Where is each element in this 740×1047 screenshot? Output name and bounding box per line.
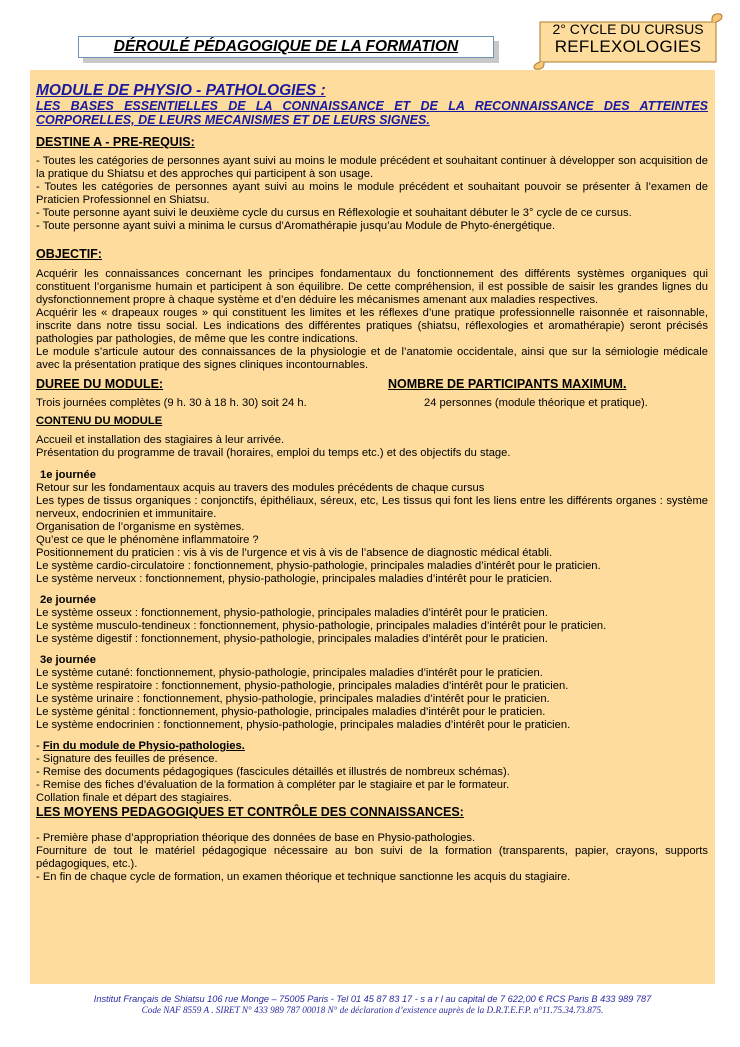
content-panel <box>30 70 715 984</box>
participants-heading: NOMBRE DE PARTICIPANTS MAXIMUM. <box>388 377 627 391</box>
day1-line: Retour sur les fondamentaux acquis au travers des modules précédents de chaque cursus <box>36 482 485 494</box>
day1-line: Les types de tissus organiques : conjonctifs, épithéliaux, séreux, etc, Les tissus qui font les liens entre les différents organes : système nerveux, endocrinien et immunitaire. <box>36 495 708 520</box>
fin-label: Fin du module de Physio-pathologies. <box>42 740 245 752</box>
footer-line2: Code NAF 8559 A . SIRET N° 433 989 787 00018 N° de déclaration d’existence auprès de la D.R.T.E.F.P. n°11.75.34.73.875. <box>141 1005 604 1015</box>
fin-line: Collation finale et départ des stagiaires. <box>36 792 232 804</box>
day1-label: 1e journée <box>40 469 96 481</box>
day2-label: 2e journée <box>40 594 96 606</box>
duration-participants-row <box>36 377 708 392</box>
fin-line: - Signature des feuilles de présence. <box>36 753 218 765</box>
document-title: DÉROULÉ PÉDAGOGIQUE DE LA FORMATION <box>78 36 494 58</box>
destine-heading: DESTINE A - PRE-REQUIS: <box>36 135 195 149</box>
objectif-paragraph: Acquérir les connaissances concernant les principes fondamentaux du fonctionnement des différents systèmes organiques qui constituent l’organisme humain et participent à son équilibre. De cette compréhension, il est possible de saisir les grandes lignes du dysfonctionnement propre à chaque système et d’en déduire les mécanismes amenant aux maladies respectives. <box>36 268 708 306</box>
content-body <box>36 82 708 884</box>
page-footer <box>30 994 715 1016</box>
moyens-line: Fourniture de tout le matériel pédagogique nécessaire au bon suivi de la formation (transparents, papier, crayons, supports pédagogiques, etc.). <box>36 845 708 870</box>
objectif-paragraph: Acquérir les « drapeaux rouges » qui constituent les limites et les réflexes d’une pratique professionnelle raisonnée et raisonnable, inscrite dans notre tissu social. Les indications des différentes pratiques (shiatsu, réflexologies et aromathérapie) seront précisés pathologies par pathologies, de même que les contre indications. <box>36 307 708 345</box>
fin-label-row: - Fin du module de Physio-pathologies. <box>36 740 245 752</box>
moyens-line: - Première phase d’appropriation théorique des données de base en Physio-pathologies. <box>36 832 476 844</box>
objectif-heading: OBJECTIF: <box>36 247 102 261</box>
day3-line: Le système respiratoire : fonctionnement, physio-pathologie, principales maladies d’intérêt pour le praticien. <box>36 680 569 692</box>
day2-line: Le système osseux : fonctionnement, physio-pathologie, principales maladies d’intérêt pour le praticien. <box>36 607 548 619</box>
day1-line: Le système cardio-circulatoire : fonctionnement, physio-pathologie, principales maladies d’intérêt pour le praticien. <box>36 560 601 572</box>
fin-line: - Remise des fiches d’évaluation de la formation à compléter par le stagiaire et par le formateur. <box>36 779 510 791</box>
participants-text: 24 personnes (module théorique et pratique). <box>424 397 648 409</box>
destine-line: - Toutes les catégories de personnes ayant suivi au moins le module précédent et souhaitant continuer à développer son acquisition de la pratique du Shiatsu et des approches qui participent à son usage. <box>36 155 708 180</box>
cursus-name: REFLEXOLOGIES <box>554 37 702 56</box>
contenu-intro-line: Présentation du programme de travail (horaires, emploi du temps etc.) et des objectifs du stage. <box>36 447 511 459</box>
destine-line: - Toutes les catégories de personnes ayant suivi au moins le module précédent et souhaitant pouvoir se présenter à l’examen de Praticien Professionnel en Shiatsu. <box>36 181 708 206</box>
document-title-box <box>78 36 496 60</box>
day3-label: 3e journée <box>40 654 96 666</box>
duration-participants-values <box>36 397 708 410</box>
duree-text: Trois journées complètes (9 h. 30 à 18 h. 30) soit 24 h. <box>36 397 307 409</box>
destine-line: - Toute personne ayant suivi le deuxième cycle du cursus en Réflexologie et souhaitant débuter le 3° cycle de ce cursus. <box>36 207 632 219</box>
day3-line: Le système urinaire : fonctionnement, physio-pathologie, principales maladies d’intérêt pour le praticien. <box>36 693 550 705</box>
contenu-intro-line: Accueil et installation des stagiaires à leur arrivée. <box>36 434 285 446</box>
cycle-banner <box>530 12 726 70</box>
day1-line: Positionnement du praticien : vis à vis de l’urgence et vis à vis de l’absence de diagnostic médical établi. <box>36 547 553 559</box>
day1-line: Le système nerveux : fonctionnement, physio-pathologie, principales maladies d’intérêt pour le praticien. <box>36 573 553 585</box>
destine-line: - Toute personne ayant suivi a minima le cursus d’Aromathérapie jusqu’au Module de Phyto-énergétique. <box>36 220 556 232</box>
module-subtitle: LES BASES ESSENTIELLES DE LA CONNAISSANCE ET DE LA RECONNAISSANCE DES ATTEINTES CORPORELLES, DE LEURS MECANISMES ET DE LEURS SIGNES. <box>36 99 708 127</box>
moyens-line: - En fin de chaque cycle de formation, un examen théorique et technique sanctionne les acquis du stagiaire. <box>36 871 571 883</box>
day3-line: Le système génital : fonctionnement, physio-pathologie, principales maladies d’intérêt pour le praticien. <box>36 706 546 718</box>
day1-line: Qu’est ce que le phénomène inflammatoire ? <box>36 534 259 546</box>
day2-line: Le système musculo-tendineux : fonctionnement, physio-pathologie, principales maladies d’intérêt pour le praticien. <box>36 620 607 632</box>
objectif-paragraph: Le module s’articule autour des connaissances de la physiologie et de l’anatomie occidentale, ainsi que sur la sémiologie médicale avec la présentation pratique des signes cliniques incontournables. <box>36 346 708 371</box>
duree-heading: DUREE DU MODULE: <box>36 377 164 391</box>
contenu-heading: CONTENU DU MODULE <box>36 415 163 427</box>
day3-line: Le système endocrinien : fonctionnement, physio-pathologie, principales maladies d’intérêt pour le praticien. <box>36 719 571 731</box>
day3-line: Le système cutané: fonctionnement, physio-pathologie, principales maladies d’intérêt pour le praticien. <box>36 667 543 679</box>
moyens-heading: LES MOYENS PEDAGOGIQUES ET CONTRÔLE DES CONNAISSANCES: <box>36 805 464 819</box>
day2-line: Le système digestif : fonctionnement, physio-pathologie, principales maladies d’intérêt pour le praticien. <box>36 633 548 645</box>
footer-line1: Institut Français de Shiatsu 106 rue Monge – 75005 Paris - Tel 01 45 87 83 17 - s a r l au capital de 7 622,00 € RCS Paris B 433 989 787 <box>93 994 652 1004</box>
module-title: MODULE DE PHYSIO - PATHOLOGIES : <box>36 82 326 99</box>
fin-line: - Remise des documents pédagogiques (fascicules détaillés et illustrés de nombreux schémas). <box>36 766 510 778</box>
day1-line: Organisation de l’organisme en systèmes. <box>36 521 245 533</box>
cycle-label: 2° CYCLE DU CURSUS <box>552 21 704 37</box>
